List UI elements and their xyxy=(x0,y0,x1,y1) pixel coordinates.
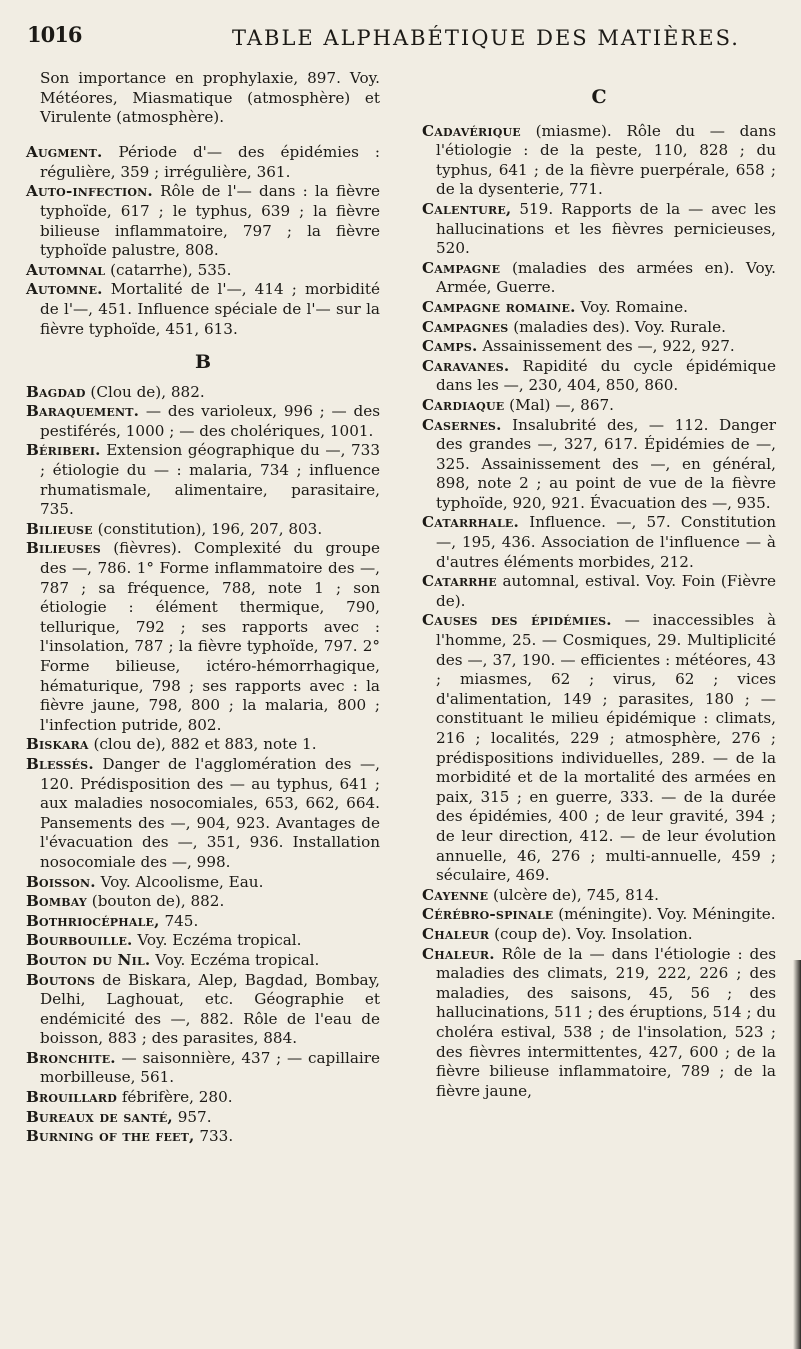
index-entry xyxy=(422,513,776,572)
index-entry xyxy=(422,945,776,1102)
entry-body: Danger de l'agglomération des —, 120. Prédisposition des — au typhus, 641 ; aux maladies nosocomiales, 653, 662, 664. Pansements des —, 904, 923. Avantages de l'évacuation des —, 351, 936. Installation nosocomiale des —, 998. xyxy=(40,754,381,871)
index-entry xyxy=(26,951,380,971)
index-entry xyxy=(26,539,380,735)
entry-body: Mortalité de l'—, 414 ; morbidité de l'—, 451. Influence spéciale de l'— sur la fièvre typhoïde, 451, 613. xyxy=(40,280,381,338)
entry-body: (maladies des armées en). Voy. Armée, Guerre. xyxy=(436,258,776,297)
entry-body: Voy. Alcoolisme, Eau. xyxy=(100,872,264,891)
entry-headword: Cérébro-spinale xyxy=(422,905,554,924)
entry-headword: Caravanes. xyxy=(422,356,510,375)
index-entry xyxy=(422,925,776,945)
entry-headword: Augment. xyxy=(26,143,103,162)
section-letter-c: C xyxy=(591,86,607,108)
entry-headword: Burning of the feet, xyxy=(26,1127,195,1146)
entry-headword: Bureaux de santé, xyxy=(26,1107,173,1126)
entry-headword: Brouillard xyxy=(26,1088,117,1107)
entry-headword: Chaleur xyxy=(422,924,490,943)
entry-body: 957. xyxy=(177,1107,212,1126)
entry-headword: Automne. xyxy=(26,280,103,299)
entry-headword: Campagne romaine. xyxy=(422,297,576,316)
entry-body: — inaccessibles à l'homme, 25. — Cosmiques, 29. Multiplicité des —, 37, 190. — efficientes : météores, 43 ; miasmes, 62 ; virus, 62 ; vices d'alimentation, 149 ; parasites, 180 ; — constituant le milieu épidémique : climats, 216 ; localités, 229 ; atmosphère, 276 ; prédispositions individuelles, 289. — de la morbidité et de la mortalité des armées en paix, 315 ; en guerre, 333. — de la durée des épidémies, 400 ; de leur gravité, 394 ; de leur direction, 412. — de leur évolution annuelle, 46, 276 ; multi-annuelle, 459 ; séculaire, 469. xyxy=(436,611,776,885)
entry-headword: Auto-infection. xyxy=(26,182,153,201)
entry-body: 745. xyxy=(164,911,199,930)
index-entry xyxy=(422,611,776,885)
entry-headword: Bronchite. xyxy=(26,1048,116,1067)
entry-body: (bouton de), 882. xyxy=(91,892,225,911)
index-entry xyxy=(422,200,776,259)
entry-body: (ulcère de), 745, 814. xyxy=(493,885,659,904)
entry-body: (catarrhe), 535. xyxy=(110,260,232,279)
index-entry xyxy=(422,122,776,200)
entry-body: (Clou de), 882. xyxy=(90,382,205,401)
entry-body: (méningite). Voy. Méningite. xyxy=(558,905,776,924)
entries-b-list xyxy=(26,383,380,1147)
entry-headword: Bilieuses xyxy=(26,539,101,558)
entry-body: 519. Rapports de la — avec les hallucinations et les fièvres pernicieuses, 520. xyxy=(436,199,776,258)
index-entry xyxy=(422,357,776,396)
index-entry xyxy=(422,318,776,338)
entry-headword: Bombay xyxy=(26,892,87,911)
entry-body: Rôle de la — dans l'étiologie : des maladies des climats, 219, 222, 226 ; des maladies, des saisons, 45, 56 ; des hallucinations, 511 ; des éruptions, 514 ; du choléra estival, 538 ; de l'insolation, 523 ; des fièvres intermittentes, 427, 600 ; de la fièvre bilieuse inflammatoire, 789 ; de la fièvre jaune, xyxy=(436,944,776,1100)
index-entry xyxy=(26,402,380,441)
index-entry xyxy=(422,886,776,906)
entry-headword: Automnal xyxy=(26,260,106,279)
entry-body: Rapidité du cycle épidémique dans les —, 230, 404, 850, 860. xyxy=(436,356,776,395)
entry-body: Influence. —, 57. Constitution —, 195, 436. Association de l'influence — à d'autres éléments morbides, 212. xyxy=(436,513,776,571)
entry-headword: Boutons xyxy=(26,970,96,989)
entry-body: Voy. Eczéma tropical. xyxy=(155,950,320,969)
page-edge-shadow xyxy=(793,960,801,1349)
section-letter-b: B xyxy=(194,351,212,374)
entry-headword: Bilieuse xyxy=(26,519,93,538)
continuation-entry: Son importance en prophylaxie, 897. Voy. Météores, Miasmatique (atmosphère) et Virulente (atmosphère). xyxy=(40,69,380,127)
index-entry xyxy=(422,396,776,416)
index-entry xyxy=(26,873,380,893)
entry-headword: Baraquement. xyxy=(26,402,140,421)
entry-body: Période d'— des épidémies : régulière, 359 ; irrégulière, 361. xyxy=(40,143,380,181)
entry-headword: Casernes. xyxy=(422,415,502,434)
index-entry xyxy=(26,261,380,281)
entry-body: de Biskara, Alep, Bagdad, Bombay, Delhi, Laghouat, etc. Géographie et endémicité des —, 882. Rôle de l'eau de boisson, 883 ; des parasites, 884. xyxy=(40,970,380,1048)
entry-body: Insalubrité des, — 112. Danger des grandes —, 327, 617. Épidémies de —, 325. Assainissement des —, en général, 898, note 2 ; au point de vue de la fièvre typhoïde, 920, 921. Évacuation des —, 935. xyxy=(436,415,777,512)
index-entry xyxy=(26,280,380,339)
entry-headword: Boisson. xyxy=(26,872,96,891)
entry-body: (miasme). Rôle du — dans l'étiologie : de la peste, 110, 828 ; du typhus, 641 ; de la fièvre puerpérale, 658 ; de la dysenterie, 771. xyxy=(436,121,777,199)
left-column xyxy=(26,54,380,1147)
entry-body: (clou de), 882 et 883, note 1. xyxy=(93,735,317,754)
page-number: 1016 xyxy=(27,22,82,47)
entry-headword: Bourbouille. xyxy=(26,931,133,950)
entry-body: Voy. Eczéma tropical. xyxy=(137,931,302,950)
index-entry xyxy=(26,441,380,519)
entry-headword: Calenture, xyxy=(422,199,512,218)
entry-body: — saisonnière, 437 ; — capillaire morbilleuse, 561. xyxy=(40,1048,380,1087)
entry-headword: Campagne xyxy=(422,258,501,277)
entry-body: Assainissement des —, 922, 927. xyxy=(482,337,735,356)
entry-headword: Causes des épidémies. xyxy=(422,611,612,630)
index-entry xyxy=(26,1088,380,1108)
entry-headword: Blessés. xyxy=(26,754,94,773)
entry-headword: Biskara xyxy=(26,735,89,754)
entry-headword: Catarrhale. xyxy=(422,513,519,532)
entry-headword: Bouton du Nil. xyxy=(26,950,151,969)
index-entry xyxy=(26,143,380,182)
page-header xyxy=(27,16,787,50)
right-column xyxy=(422,88,776,1101)
index-entry xyxy=(26,383,380,403)
entry-body: (constitution), 196, 207, 803. xyxy=(97,519,323,538)
entry-body: (fièvres). Complexité du groupe des —, 786. 1° Forme inflammatoire des —, 787 ; sa fréquence, 788, note 1 ; son étiologie : élément thermique, 790, tellurique, 792 ; ses rapports avec : l'insolation, 787 ; la fièvre typhoïde, 797. 2° Forme bilieuse, ictéro-hémorrhagique, hématurique, 798 ; ses rapports avec : la fièvre jaune, 798, 800 ; la malaria, 800 ; l'infection putride, 802. xyxy=(40,539,380,734)
entry-headword: Bériberi. xyxy=(26,441,101,460)
entry-body: (coup de). Voy. Insolation. xyxy=(494,924,693,943)
index-entry xyxy=(26,520,380,540)
index-entry xyxy=(422,905,776,925)
entry-body: — des varioleux, 996 ; — des pestiférés, 1000 ; — des cholériques, 1001. xyxy=(40,402,381,440)
entry-headword: Chaleur. xyxy=(422,944,495,963)
entry-headword: Cayenne xyxy=(422,885,489,904)
index-entry xyxy=(422,298,776,318)
index-entry xyxy=(26,892,380,912)
entry-body: fébrifère, 280. xyxy=(121,1088,233,1107)
entry-body: Extension géographique du —, 733 ; étiologie du — : malaria, 734 ; influence rhumatismale, alimentaire, parasitaire, 735. xyxy=(40,441,381,519)
entries-c-list xyxy=(422,122,776,1102)
index-entry xyxy=(26,1049,380,1088)
entry-body: 733. xyxy=(199,1127,234,1146)
entry-body: Voy. Romaine. xyxy=(580,297,688,316)
index-entry xyxy=(26,1108,380,1128)
entry-headword: Bothriocéphale, xyxy=(26,911,160,930)
index-entry xyxy=(422,259,776,298)
entry-body: automnal, estival. Voy. Foin (Fièvre de). xyxy=(436,572,777,610)
index-entry xyxy=(26,755,380,873)
index-entry xyxy=(422,337,776,357)
entry-body: Rôle de l'— dans : la fièvre typhoïde, 617 ; le typhus, 639 ; la fièvre bilieuse inflammatoire, 797 ; la fièvre typhoïde palustre, 808. xyxy=(40,182,381,260)
index-entry xyxy=(422,416,776,514)
index-entry xyxy=(26,182,380,260)
entry-body: (Mal) —, 867. xyxy=(509,395,614,414)
index-entry xyxy=(26,735,380,755)
index-entry xyxy=(26,912,380,932)
index-entry xyxy=(26,1127,380,1147)
entry-headword: Cardiaque xyxy=(422,395,505,414)
index-entry xyxy=(422,572,776,611)
entry-headword: Cadavérique xyxy=(422,121,521,140)
entries-a-list xyxy=(26,143,380,339)
running-title: TABLE ALPHABÉTIQUE DES MATIÈRES. xyxy=(232,26,740,50)
entry-body: (maladies des). Voy. Rurale. xyxy=(513,317,726,336)
entry-headword: Bagdad xyxy=(26,382,86,401)
entry-headword: Campagnes xyxy=(422,317,509,336)
index-entry xyxy=(26,971,380,1049)
entry-headword: Camps. xyxy=(422,337,478,356)
entry-headword: Catarrhe xyxy=(422,572,497,591)
index-entry xyxy=(26,931,380,951)
